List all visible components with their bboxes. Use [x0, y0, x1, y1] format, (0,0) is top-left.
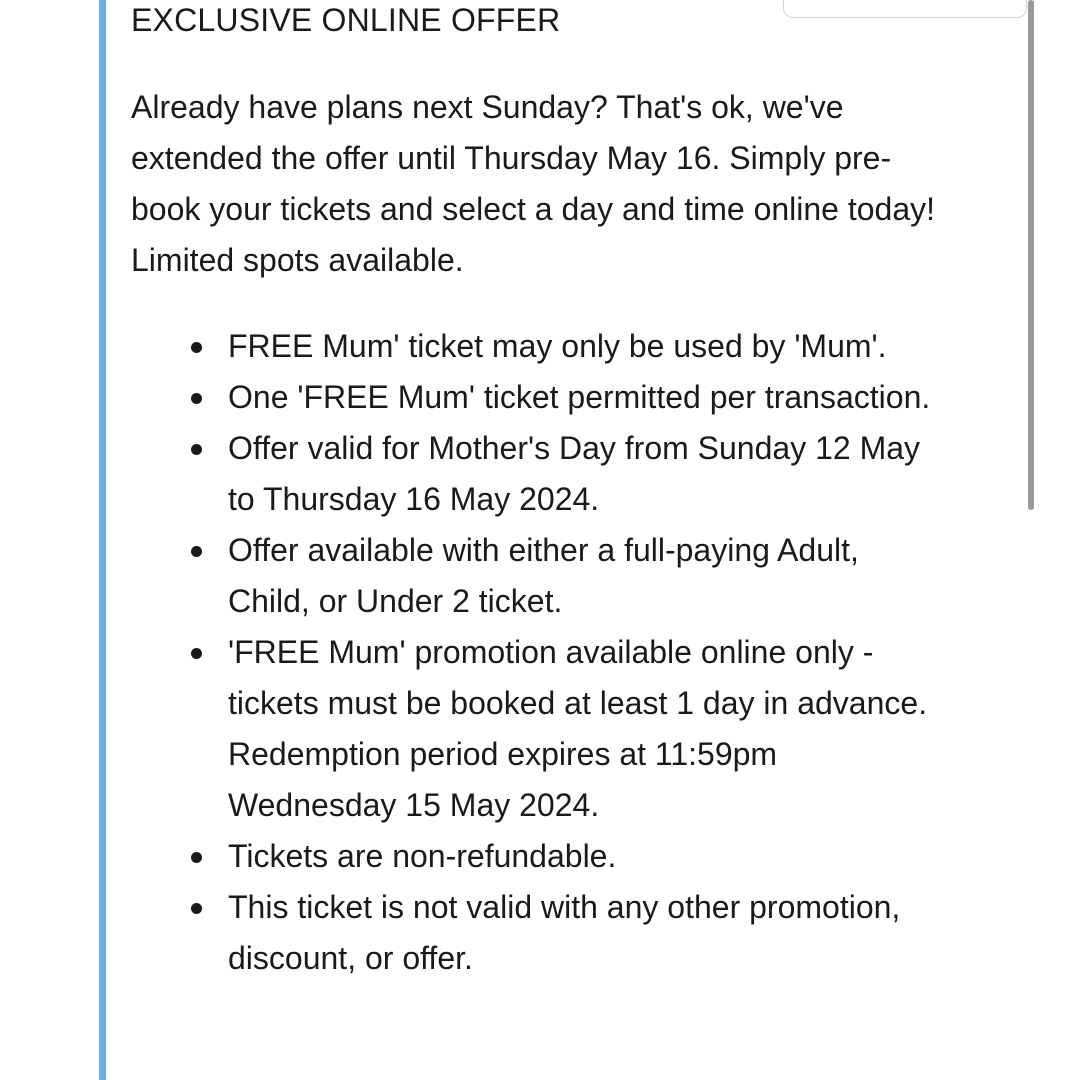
- offer-heading: EXCLUSIVE ONLINE OFFER: [131, 2, 561, 38]
- terms-list: [131, 321, 951, 984]
- bullet-icon: [191, 852, 202, 863]
- terms-list-item: [131, 321, 938, 372]
- terms-list-item: [131, 423, 938, 525]
- terms-item-text: 'FREE Mum' promotion available online only - tickets must be booked at least 1 day in advance. Redemption period expires at 11:59pm Wednesday 15 May 2024.: [228, 634, 928, 823]
- terms-item-text: FREE Mum' ticket may only be used by 'Mum'.: [228, 328, 887, 364]
- terms-list-item: [131, 627, 938, 831]
- terms-item-text: This ticket is not valid with any other promotion, discount, or offer.: [228, 889, 901, 976]
- terms-item-text: Offer valid for Mother's Day from Sunday 12 May to Thursday 16 May 2024.: [228, 430, 921, 517]
- terms-list-item: [131, 831, 938, 882]
- terms-item-text: Tickets are non-refundable.: [228, 838, 617, 874]
- bullet-icon: [191, 393, 202, 404]
- offer-intro-text: Already have plans next Sunday? That's ok, we've extended the offer until Thursday May 16. Simply pre-book your tickets and select a day and time online today! Limited spots available.: [131, 89, 936, 278]
- offer-section: [131, 0, 951, 984]
- bullet-icon: [191, 444, 202, 455]
- bullet-icon: [191, 342, 202, 353]
- bullet-icon: [191, 546, 202, 557]
- bullet-icon: [191, 903, 202, 914]
- terms-list-item: [131, 882, 938, 984]
- scrollbar-thumb[interactable]: [1028, 0, 1034, 510]
- terms-list-item: [131, 372, 938, 423]
- quote-accent-bar: [99, 0, 106, 1080]
- terms-item-text: One 'FREE Mum' ticket permitted per transaction.: [228, 379, 931, 415]
- terms-list-item: [131, 525, 938, 627]
- bullet-icon: [191, 648, 202, 659]
- terms-item-text: Offer available with either a full-paying Adult, Child, or Under 2 ticket.: [228, 532, 859, 619]
